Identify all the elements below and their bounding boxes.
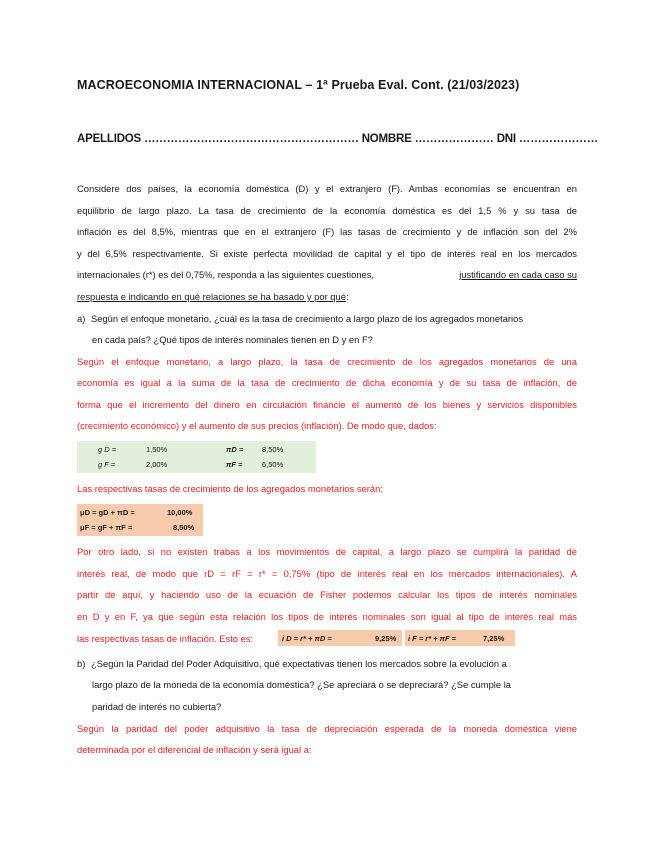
muF-value: 8,50%: [173, 523, 195, 532]
muD-value: 10,00%: [167, 508, 193, 517]
piD-label: πD =: [226, 445, 244, 454]
answer-a-line-10: las respectivas tasas de inflación. Esto es:: [77, 633, 254, 644]
question-b-line-3: paridad de interés no cubierta?: [92, 701, 222, 712]
gF-label: g F =: [98, 460, 116, 469]
muD-label: μD = gD + πD =: [80, 508, 135, 517]
intro-line-2: equilibrio de largo plazo. La tasa de crecimiento de la economía doméstica es del 1,5 % y su tasa de: [77, 205, 577, 216]
intro-line-4: y del 6,5% respectivamente. Si existe perfecta movilidad de capital y el tipo de interés real en los mercados: [77, 248, 577, 259]
answer-b-line-2: determinada por el diferencial de inflación y será igual a:: [77, 744, 312, 755]
answer-a-line-2: economía es igual a la suma de la tasa de crecimiento de dicha economía y de su tasa de inflación, de: [77, 377, 577, 388]
intro-line-6: respuesta e indicando en qué relaciones se ha basado y por qué:: [77, 291, 349, 302]
answer-a-line-1: Según el enfoque monetario, a largo plazo, la tasa de crecimiento de los agregados monetarios de una: [77, 356, 577, 367]
iF-label: i F = r* + πF =: [408, 634, 457, 643]
muF-label: μF = gF + πF =: [80, 523, 133, 532]
question-a-line-2: en cada país? ¿Qué tipos de interés nominales tienen en D y en F?: [92, 334, 373, 345]
answer-a-line-3: forma que el incremento del dinero en circulación financie el aumento de los bienes y servicios disponibles: [77, 399, 577, 410]
answer-a-line-7: interés real, de modo que rD = rF = r* = 0,75% (tipo de interés real en los mercados internacionales). A: [77, 568, 577, 579]
gD-value: 1,50%: [146, 445, 168, 454]
question-b-line-1: b) ¿Según la Paridad del Poder Adquisitivo, qué expectativas tienen los mercados sobre la evolución a: [77, 658, 507, 669]
exam-title: MACROECONOMIA INTERNACIONAL – 1ª Prueba Eval. Cont. (21/03/2023): [77, 78, 520, 92]
iD-label: i D = r* + πD =: [282, 634, 332, 643]
answer-a-line-4: (crecimiento económico) y el aumento de sus precios (inflación). De modo que, dados:: [77, 420, 437, 431]
iD-value: 9,25%: [375, 634, 397, 643]
question-b-line-2: largo plazo de la moneda de la economía doméstica? ¿Se apreciará o se depreciará? ¿Se cumple la: [92, 679, 511, 690]
answer-a-line-9: en D y en F, ya que según esta relación los tipos de interés nominales son igual al tipo de interés real más: [77, 611, 577, 622]
iF-value: 7,25%: [483, 634, 505, 643]
gF-value: 2,00%: [146, 460, 168, 469]
piF-label: πF =: [226, 460, 243, 469]
gD-label: g D =: [98, 445, 117, 454]
answer-b-line-1: Según la paridad del poder adquisitivo la tasa de depreciación esperada de la moneda doméstica viene: [77, 723, 577, 734]
intro-line-5: internacionales (r*) es del 0,75%, responda a las siguientes cuestiones, justificando en cada caso su: [77, 269, 577, 280]
piF-value: 6,50%: [262, 460, 284, 469]
answer-a-line-8: partir de aquí, y haciendo uso de la ecuación de Fisher podemos calcular los tipos de interés nominales: [77, 589, 577, 600]
intro-line-3: inflación es del 8,5%, mientras que en el extranjero (F) las tasas de crecimiento y de inflación son del 2%: [77, 226, 577, 237]
answer-a-line-5: Las respectivas tasas de crecimiento de los agregados monetarios serán:: [77, 483, 383, 494]
intro-line-1: Considere dos países, la economía doméstica (D) y el extranjero (F). Ambas economías se encuentran en: [77, 183, 577, 194]
piD-value: 8,50%: [262, 445, 284, 454]
question-a-line-1: a) Según el enfoque monetario, ¿cuál es la tasa de crecimiento a largo plazo de los agregados monetarios: [77, 313, 524, 324]
answer-a-line-6: Por otro lado, si no existen trabas a los movimientos de capital, a largo plazo se cumplirá la paridad de: [77, 546, 577, 557]
student-info-line: APELLIDOS ………………………………………………… NOMBRE ………………… DNI …………………: [77, 133, 599, 145]
